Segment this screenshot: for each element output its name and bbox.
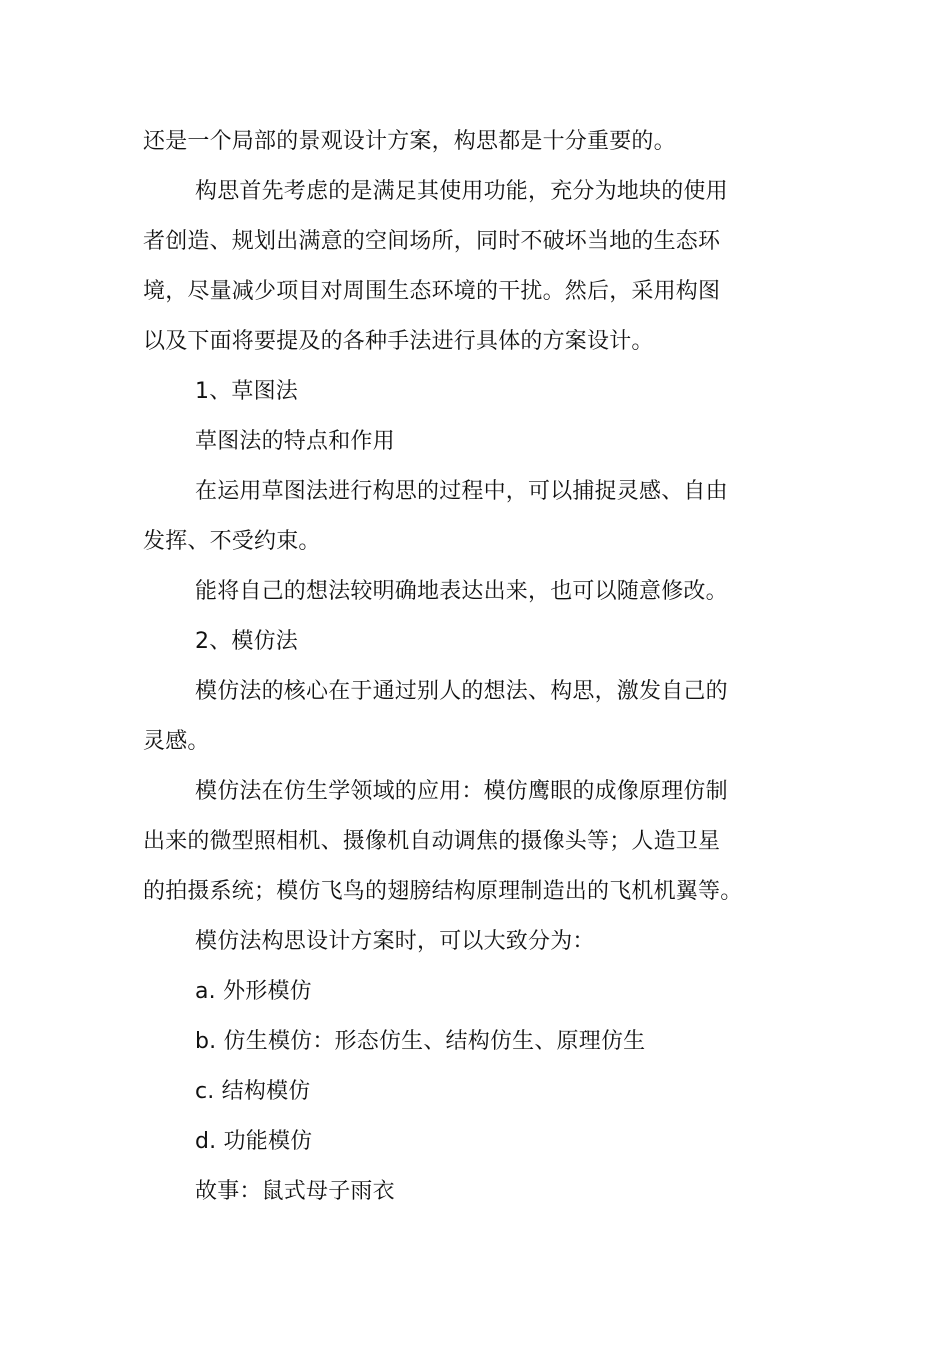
text-line: 在运用草图法进行构思的过程中，可以捕捉灵感、自由 — [195, 479, 728, 504]
text-line: 境，尽量减少项目对周围生态环境的干扰。然后，采用构图 — [143, 279, 721, 304]
text-line: 构思首先考虑的是满足其使用功能，充分为地块的使用 — [195, 179, 728, 204]
text-line: 能将自己的想法较明确地表达出来，也可以随意修改。 — [195, 579, 728, 604]
text-line: 模仿法的核心在于通过别人的想法、构思，激发自己的 — [195, 679, 728, 704]
text-line: 还是一个局部的景观设计方案，构思都是十分重要的。 — [143, 129, 676, 154]
section-heading: 1、草图法 — [195, 379, 298, 404]
section-heading: 2、模仿法 — [195, 629, 298, 654]
text-line: 模仿法构思设计方案时，可以大致分为： — [195, 929, 595, 954]
text-line: 出来的微型照相机、摄像机自动调焦的摄像头等；人造卫星 — [143, 829, 721, 854]
list-item: d. 功能模仿 — [195, 1129, 313, 1154]
text-line: 灵感。 — [143, 729, 210, 754]
text-line: 以及下面将要提及的各种手法进行具体的方案设计。 — [143, 329, 654, 354]
text-line: 故事：鼠式母子雨衣 — [195, 1179, 395, 1204]
list-item: a. 外形模仿 — [195, 979, 312, 1004]
text-line: 的拍摄系统；模仿飞鸟的翅膀结构原理制造出的飞机机翼等。 — [143, 879, 743, 904]
document-body — [143, 117, 758, 1217]
text-line: 发挥、不受约束。 — [143, 529, 321, 554]
text-line: 者创造、规划出满意的空间场所，同时不破坏当地的生态环 — [143, 229, 721, 254]
text-line: 模仿法在仿生学领域的应用：模仿鹰眼的成像原理仿制 — [195, 779, 728, 804]
list-item: b. 仿生模仿：形态仿生、结构仿生、原理仿生 — [195, 1029, 646, 1054]
text-line: 草图法的特点和作用 — [195, 429, 395, 454]
list-item: c. 结构模仿 — [195, 1079, 311, 1104]
